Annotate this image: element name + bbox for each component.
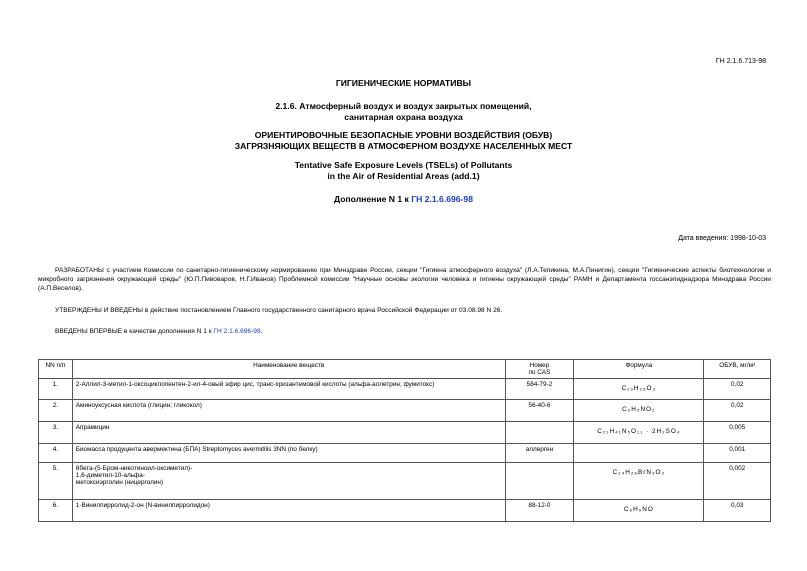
row-cas: 584-79-2 bbox=[505, 379, 574, 400]
row-formula-cell bbox=[574, 400, 704, 422]
row-cas: аллерген bbox=[505, 444, 574, 463]
russian-title bbox=[0, 130, 807, 151]
row-no: 6. bbox=[39, 500, 73, 522]
table-row bbox=[39, 444, 771, 463]
row-substance-line1: 8бета-(5-Бром-никотиноил-оксиметил)- bbox=[75, 465, 193, 472]
introduced-prefix: ВВЕДЕНЫ ВПЕРВЫЕ в качестве дополнения N 1 к bbox=[55, 328, 214, 335]
row-formula-cell bbox=[574, 463, 704, 500]
table-row bbox=[39, 422, 771, 444]
developed-paragraph: РАЗРАБОТАНЫ с участием Комиссии по санитарно-гигиеническому нормированию при Минздраве России, секции "Гигиена атмосферного воздуха" (Л.А.Тепикина, М.А.Пинигин), секции "Гигиенические аспекты биотехнологии и микробного загрязнения окружающей среды" (Ю.П.Пивоваров, Н.Г.Иванов) Проблемной комиссии "Научные основы экологии человека и гигиены окружающей среды" РАМН и Департамента госсанэпиднадзора Минздрава России (А.П.Веселов). bbox=[38, 267, 771, 293]
row-cas: 88-12-0 bbox=[505, 500, 574, 522]
row-no: 5. bbox=[39, 463, 73, 500]
approved-paragraph: УТВЕРЖДЕНЫ И ВВЕДЕНЫ в действие постановлением Главного государственного санитарного врача Российской Федерации от 03.08.98 N 26. bbox=[55, 307, 503, 314]
row-formula-cell bbox=[574, 444, 704, 463]
header-no: NN п/п bbox=[39, 360, 73, 379]
row-formula-cell bbox=[574, 500, 704, 522]
addendum-heading bbox=[0, 194, 807, 205]
row-formula: C₂₁H₄₁N₅O₁₁ · 2H₂SO₄ bbox=[597, 428, 681, 435]
row-substance: Апрамицин bbox=[72, 422, 505, 444]
row-formula: C₁₉H₂₆O₃ bbox=[621, 385, 657, 392]
row-formula-cell bbox=[574, 422, 704, 444]
russian-title-line2: ЗАГРЯЗНЯЮЩИХ ВЕЩЕСТВ В АТМОСФЕРНОМ ВОЗДУХЕ НАСЕЛЕННЫХ МЕСТ bbox=[234, 140, 573, 151]
substances-table bbox=[38, 359, 771, 522]
row-substance-line3: метоксиэрголин (ницерголин) bbox=[75, 479, 164, 486]
document-title: ГИГИЕНИЧЕСКИЕ НОРМАТИВЫ bbox=[335, 78, 472, 88]
row-no: 2. bbox=[39, 400, 73, 422]
table-header-row bbox=[39, 360, 771, 379]
table-row bbox=[39, 463, 771, 500]
row-cas bbox=[505, 422, 574, 444]
english-title-line2: in the Air of Residential Areas (add.1) bbox=[327, 170, 480, 181]
row-substance: Биомасса продуцента авермектина (БПА) Streptomyces avermitilis 3NN (по белку) bbox=[72, 444, 505, 463]
header-substance: Наименование веществ bbox=[72, 360, 505, 379]
section-heading bbox=[0, 101, 807, 122]
row-formula: C₆H₉NO bbox=[623, 506, 654, 513]
section-heading-line2: санитарная охрана воздуха bbox=[344, 111, 463, 122]
document-code: ГН 2.1.6.713-98 bbox=[715, 58, 766, 65]
introduced-link[interactable]: ГН 2.1.6.696-98 bbox=[213, 328, 261, 335]
header-cas bbox=[505, 360, 574, 379]
introduced-paragraph bbox=[38, 327, 771, 336]
table-row bbox=[39, 400, 771, 422]
row-substance: 1-Винилпирролид-2-он (N-винилпирролидон) bbox=[72, 500, 505, 522]
header-cas-line2: по CAS bbox=[528, 369, 551, 376]
row-tsel: 0,005 bbox=[704, 422, 771, 444]
row-tsel: 0,02 bbox=[704, 400, 771, 422]
russian-title-line1: ОРИЕНТИРОВОЧНЫЕ БЕЗОПАСНЫЕ УРОВНИ ВОЗДЕЙСТВИЯ (ОБУВ) bbox=[254, 130, 553, 140]
english-title bbox=[0, 160, 807, 181]
header-formula: Формула bbox=[574, 360, 704, 379]
row-substance: Аминоуксусная кислота (глицин; гликокол) bbox=[72, 400, 505, 422]
row-substance-line2: 1,6-диметил-10-альфа- bbox=[75, 472, 145, 479]
header-tsel: ОБУВ, мг/м³ bbox=[704, 360, 771, 379]
introduced-suffix: . bbox=[260, 328, 263, 335]
row-cas: 56-40-6 bbox=[505, 400, 574, 422]
row-no: 4. bbox=[39, 444, 73, 463]
table-row bbox=[39, 500, 771, 522]
row-formula: C₂H₅NO₂ bbox=[622, 406, 656, 413]
row-tsel: 0,002 bbox=[704, 463, 771, 500]
row-tsel: 0,02 bbox=[704, 379, 771, 400]
addendum-link[interactable]: ГН 2.1.6.696-98 bbox=[411, 194, 473, 204]
header-cas-line1: Номер bbox=[529, 362, 550, 369]
row-no: 1. bbox=[39, 379, 73, 400]
row-tsel: 0,001 bbox=[704, 444, 771, 463]
section-heading-line1: 2.1.6. Атмосферный воздух и воздух закрытых помещений, bbox=[275, 101, 532, 111]
row-formula: C₂₄H₂₆BrN₃O₃ bbox=[612, 469, 666, 476]
row-substance: 2-Аллил-3-метил-1-оксоциклопентен-2-ил-4-овый эфир цис, транс-хризантемовой кислоты (альфа-аллетрин; фумитокс) bbox=[72, 379, 505, 400]
effective-date: Дата введения: 1998-10-03 bbox=[678, 235, 766, 242]
row-substance bbox=[72, 463, 505, 500]
row-formula-cell bbox=[574, 379, 704, 400]
addendum-prefix: Дополнение N 1 к bbox=[334, 194, 412, 204]
table-row bbox=[39, 379, 771, 400]
row-cas bbox=[505, 463, 574, 500]
english-title-line1: Tentative Safe Exposure Levels (TSELs) of Pollutants bbox=[294, 160, 513, 170]
row-tsel: 0,03 bbox=[704, 500, 771, 522]
row-no: 3. bbox=[39, 422, 73, 444]
